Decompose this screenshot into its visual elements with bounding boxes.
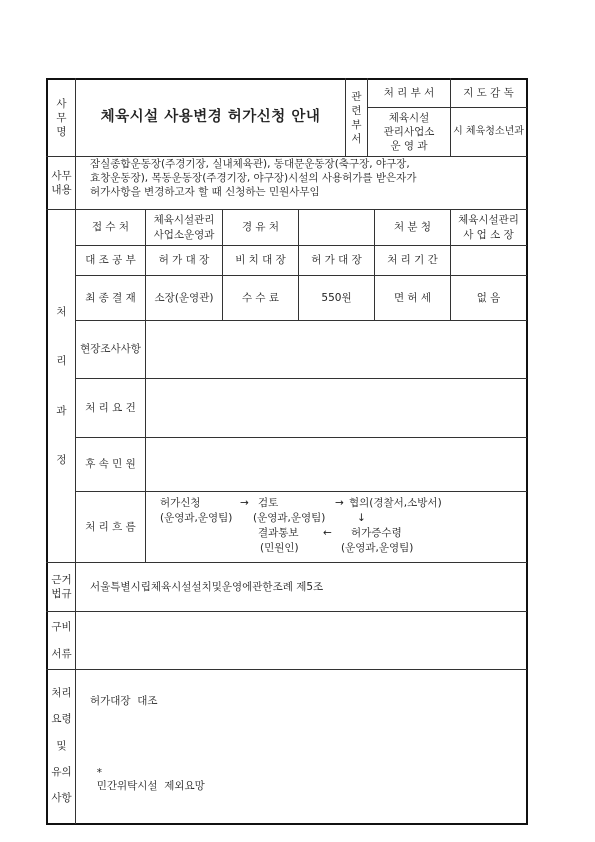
process-label-char: 처 — [56, 306, 67, 319]
related-dept-label — [346, 80, 367, 156]
content-label-line: 내용 — [51, 184, 72, 196]
flow-label: 처 리 흐 름 — [85, 520, 136, 533]
ledger-label: 대 조 공 부 — [85, 254, 136, 267]
content-text-line: 허가사항을 변경하고자 할 때 신청하는 민원사무임 — [90, 186, 320, 199]
related-dept-label-char: 련 — [351, 104, 362, 117]
flow-arrow-right-1: → — [240, 497, 249, 509]
guide-note-text: 민간위탁시설 제외요망 — [96, 780, 205, 793]
fee-label: 수 수 료 — [241, 291, 280, 304]
license-tax-label: 면 허 세 — [393, 291, 432, 304]
supervision-header: 지 도 감 독 — [463, 87, 514, 100]
reception-label: 접 수 처 — [91, 221, 130, 234]
ledger-keeping: 비 치 대 장 — [235, 254, 286, 267]
final-approval-label: 최 종 결 재 — [85, 291, 136, 304]
row-line-documents — [46, 669, 527, 670]
disposition-value-line: 사 업 소 장 — [463, 228, 514, 241]
guide-label-line: 요령 — [51, 713, 72, 726]
flow-step-receive-permit-sub: (운영과,운영팀) — [341, 542, 414, 554]
guide-text-1: 허가대장 대조 — [90, 695, 158, 707]
process-label-char: 리 — [56, 355, 67, 368]
supervision-value: 시 체육청소년과 — [453, 126, 524, 138]
processing-dept-header: 처 리 부 서 — [383, 87, 435, 100]
page-title: 체육시설 사용변경 허가신청 안내 — [100, 109, 321, 126]
process-label-char: 정 — [56, 453, 67, 466]
processing-period-label: 처 리 기 간 — [387, 254, 438, 267]
flow-step-review-sub: (운영과,운영팀) — [253, 512, 326, 524]
related-dept-label-char: 관 — [351, 90, 362, 103]
required-docs-label-line: 구비 — [51, 621, 72, 633]
processing-dept-value — [368, 108, 450, 156]
reception-value — [146, 210, 222, 245]
content-text-line: 효창운동장), 목동운동장(주경기장, 야구장)시설의 사용허가를 받은자가 — [90, 172, 417, 185]
flow-arrow-right-2: → — [335, 497, 344, 509]
legal-basis-label-line: 근거 — [51, 573, 72, 586]
required-docs-label — [48, 612, 75, 669]
processing-dept-line: 운 영 과 — [390, 140, 428, 153]
followup-label: 후 속 민 원 — [85, 458, 136, 471]
final-approval-value: 소장(운영관) — [154, 291, 214, 304]
ledger-permit: 허 가 대 장 — [158, 254, 210, 267]
disposition-label: 처 분 청 — [393, 221, 432, 234]
content-text — [76, 157, 526, 209]
flow-step-receive-permit: 허가증수령 — [351, 527, 402, 539]
disposition-value — [451, 210, 526, 245]
content-text-line: 잠실종합운동장(주경기장, 실내체육관), 동대문운동장(축구장, 야구장, — [90, 158, 410, 170]
via-value — [299, 210, 374, 245]
job-name-label-char: 명 — [56, 126, 67, 139]
flow-step-consult: 협의(경찰서,소방서) — [349, 497, 442, 509]
reception-value-line: 체육시설관리 — [153, 214, 215, 227]
requirements-label: 처 리 요 건 — [85, 401, 136, 414]
guide-note — [90, 753, 205, 794]
via-label: 경 유 처 — [241, 221, 280, 234]
flow-step-notify: 결과통보 — [258, 527, 299, 539]
related-dept-label-char: 서 — [351, 133, 362, 146]
related-dept-label-char: 부 — [351, 119, 362, 131]
border-bottom — [46, 823, 528, 825]
disposition-value-line: 체육시설관리 — [458, 214, 519, 227]
ledger-permit-2: 허 가 대 장 — [311, 254, 362, 267]
guide-label-line: 사항 — [51, 791, 72, 804]
guide-label-line: 처리 — [51, 687, 72, 700]
content-label-line: 사무 — [51, 169, 72, 182]
legal-basis-label-line: 법규 — [51, 588, 72, 600]
reception-value-line: 사업소운영과 — [153, 228, 215, 241]
content-label — [48, 157, 75, 209]
job-name-label-char: 사 — [56, 97, 67, 110]
processing-period-value — [451, 246, 526, 275]
license-tax-value: 없 음 — [476, 291, 501, 304]
flow-step-notify-sub: (민원인) — [260, 542, 299, 554]
flow-step-review: 검토 — [258, 497, 279, 509]
required-docs-label-line: 서류 — [51, 647, 72, 660]
site-survey-label: 현장조사사항 — [80, 343, 141, 356]
guide-label-line: 및 — [56, 739, 67, 752]
processing-dept-line: 체육시설 — [388, 111, 430, 124]
job-name-label — [48, 80, 75, 156]
flow-arrow-left: ← — [323, 527, 332, 539]
flow-step-apply-sub: (운영과,운영팀) — [160, 512, 233, 524]
guide-note-mark: * — [96, 766, 102, 779]
process-label-char: 과 — [56, 404, 67, 417]
process-label — [48, 210, 75, 562]
legal-basis-label — [48, 563, 75, 611]
guide-label — [48, 670, 75, 823]
flow-step-apply: 허가신청 — [160, 497, 201, 509]
guide-label-line: 유의 — [51, 765, 72, 778]
flow-arrow-down: ↓ — [357, 512, 366, 524]
legal-basis-text: 서울특별시립체육시설설치및운영에관한조례 제5조 — [90, 580, 324, 593]
border-right — [526, 78, 528, 825]
processing-dept-line: 관리사업소 — [383, 125, 435, 138]
fee-value: 550원 — [321, 291, 352, 304]
required-docs-text — [76, 612, 526, 669]
job-name-label-char: 무 — [56, 111, 67, 124]
